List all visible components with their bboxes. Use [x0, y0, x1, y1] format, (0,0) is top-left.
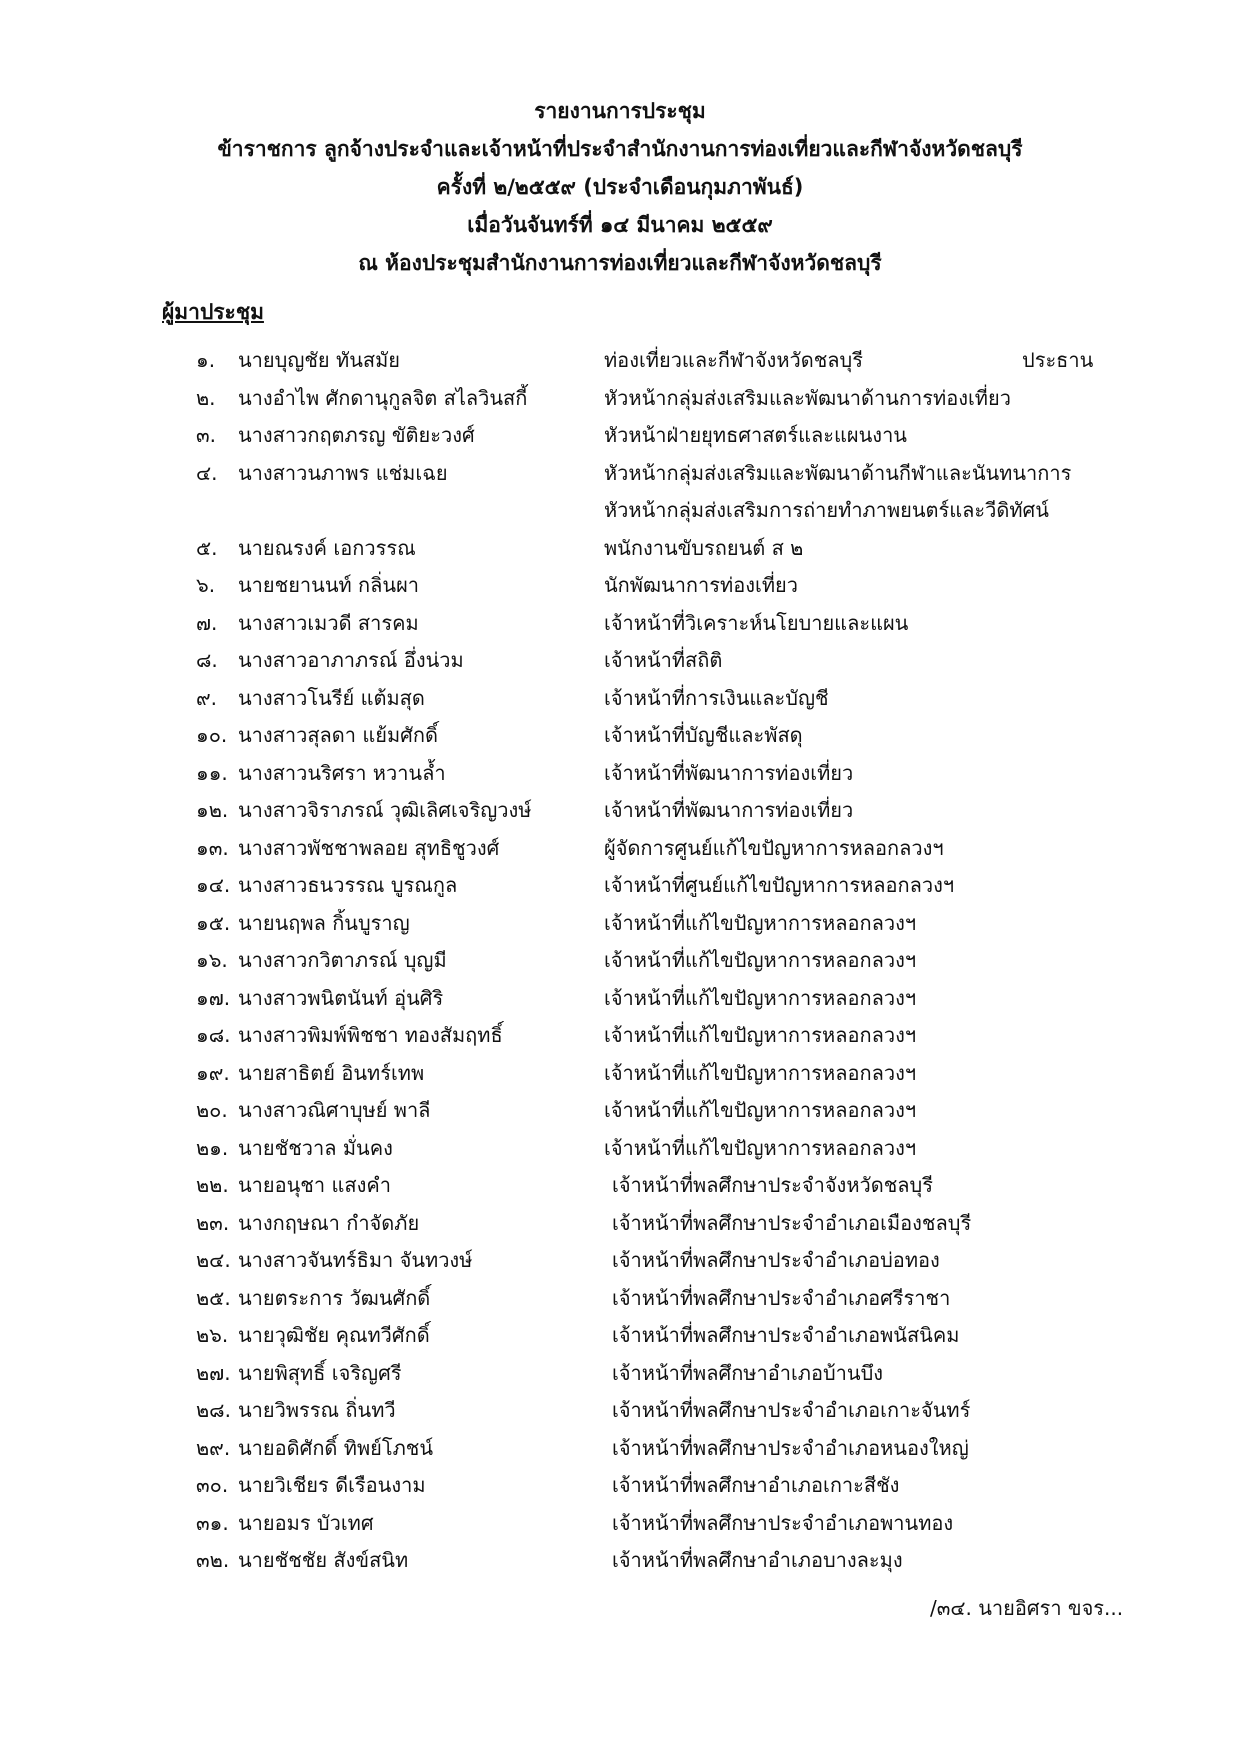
attendee-number: ๒๕.	[196, 1285, 231, 1310]
attendee-row	[0, 942, 1240, 980]
attendee-number: ๖.	[196, 573, 216, 597]
attendee-name: นางสาวอาภาภรณ์ อึ่งน่วม	[238, 648, 464, 672]
attendee-row	[0, 642, 1240, 680]
attendee-name: นางสาวณิศาบุษย์ พาลี	[238, 1098, 431, 1122]
attendee-name: นายณรงค์ เอกวรรณ	[238, 535, 416, 560]
attendee-name: นายตระการ วัฒนศักดิ์	[238, 1285, 431, 1310]
attendee-position: หัวหน้ากลุ่มส่งเสริมและพัฒนาด้านการท่องเที่ยว	[604, 385, 1011, 410]
attendee-number: ๑๗.	[196, 985, 231, 1010]
attendee-row	[0, 1242, 1240, 1280]
attendee-position: เจ้าหน้าที่ศูนย์แก้ไขปัญหาการหลอกลวงฯ	[604, 873, 955, 897]
attendee-number: ๙.	[196, 685, 218, 710]
attendee-position: เจ้าหน้าที่แก้ไขปัญหาการหลอกลวงฯ	[604, 1060, 917, 1085]
attendee-row	[0, 1317, 1240, 1355]
attendee-position: เจ้าหน้าที่พลศึกษาประจำอำเภอศรีราชา	[612, 1285, 951, 1310]
attendee-row	[0, 717, 1240, 755]
attendee-name: นางสาวพิมพ์พิชชา ทองสัมฤทธิ์	[238, 1023, 503, 1047]
attendee-name: นางสาวธนวรรณ บูรณกูล	[238, 873, 458, 897]
attendee-position: เจ้าหน้าที่สถิติ	[604, 648, 723, 672]
attendee-name: นายชัชชัย สังข์สนิท	[238, 1548, 409, 1572]
attendee-row	[0, 1505, 1240, 1543]
attendee-name: นายบุญชัย ทันสมัย	[238, 348, 400, 372]
attendee-name: นางสาวนภาพร แช่มเฉย	[238, 460, 448, 485]
attendee-position: หัวหน้าฝ่ายยุทธศาสตร์และแผนงาน	[604, 423, 907, 447]
attendee-name: นางสาวนริศรา หวานล้ำ	[238, 760, 446, 785]
attendee-row	[0, 1355, 1240, 1393]
report-subtitle: ข้าราชการ ลูกจ้างประจำและเจ้าหน้าที่ประจำสำนักงานการท่องเที่ยวและกีฬาจังหวัดชลบุรี	[217, 137, 1023, 161]
attendee-row	[0, 1092, 1240, 1130]
attendee-position: เจ้าหน้าที่แก้ไขปัญหาการหลอกลวงฯ	[604, 1135, 917, 1160]
meeting-number: ครั้งที่ ๒/๒๕๕๙ (ประจำเดือนกุมภาพันธ์)	[436, 175, 804, 199]
attendee-row	[0, 492, 1240, 530]
attendee-position: ผู้จัดการศูนย์แก้ไขปัญหาการหลอกลวงฯ	[604, 835, 944, 860]
attendee-role: ประธาน	[1022, 348, 1094, 372]
attendee-number: ๓.	[196, 423, 217, 447]
attendee-name: นางสาวกฤตภรญ ขัติยะวงศ์	[238, 423, 475, 447]
attendee-row	[0, 342, 1240, 380]
attendee-position: เจ้าหน้าที่แก้ไขปัญหาการหลอกลวงฯ	[604, 948, 917, 972]
attendee-number: ๒๒.	[196, 1173, 229, 1197]
attendee-position: เจ้าหน้าที่พลศึกษาอำเภอเกาะสีชัง	[612, 1473, 900, 1497]
attendee-position: เจ้าหน้าที่พลศึกษาประจำอำเภอเมืองชลบุรี	[612, 1210, 972, 1235]
attendee-name: นายพิสุทธิ์ เจริญศรี	[238, 1360, 402, 1385]
attendee-number: ๕.	[196, 535, 218, 560]
attendee-position: เจ้าหน้าที่แก้ไขปัญหาการหลอกลวงฯ	[604, 910, 917, 935]
attendee-number: ๔.	[196, 460, 218, 485]
attendee-row	[0, 1542, 1240, 1580]
attendee-number: ๑๘.	[196, 1023, 231, 1047]
meeting-date: เมื่อวันจันทร์ที่ ๑๔ มีนาคม ๒๕๕๙	[467, 213, 773, 237]
attendee-position: หัวหน้ากลุ่มส่งเสริมการถ่ายทำภาพยนตร์และวีดิทัศน์	[604, 498, 1049, 522]
attendee-position: เจ้าหน้าที่บัญชีและพัสดุ	[604, 723, 803, 747]
attendee-name: นายอมร บัวเทศ	[238, 1510, 374, 1535]
attendee-number: ๑๑.	[196, 760, 228, 785]
attendee-position: เจ้าหน้าที่พัฒนาการท่องเที่ยว	[604, 798, 854, 822]
attendee-row	[0, 1467, 1240, 1505]
attendee-name: นายวิเชียร ดีเรือนงาม	[238, 1473, 426, 1497]
attendee-name: นายวุฒิชัย คุณทวีศักดิ์	[238, 1323, 430, 1347]
attendee-row	[0, 1167, 1240, 1205]
attendee-position: นักพัฒนาการท่องเที่ยว	[604, 573, 798, 597]
attendee-number: ๘.	[196, 648, 218, 672]
attendee-number: ๓๐.	[196, 1473, 229, 1497]
attendee-row	[0, 680, 1240, 718]
attendee-row	[0, 1017, 1240, 1055]
attendee-row	[0, 1130, 1240, 1168]
attendee-name: นางสาวจันทร์ธิมา จันทวงษ์	[238, 1248, 473, 1272]
attendee-name: นางสาวจิราภรณ์ วุฒิเลิศเจริญวงษ์	[238, 798, 532, 822]
attendee-position: เจ้าหน้าที่แก้ไขปัญหาการหลอกลวงฯ	[604, 1098, 917, 1122]
attendee-position: เจ้าหน้าที่พลศึกษาประจำอำเภอหนองใหญ่	[612, 1435, 969, 1460]
attendee-number: ๑๕.	[196, 910, 231, 935]
attendee-row	[0, 867, 1240, 905]
attendee-position: เจ้าหน้าที่พลศึกษาประจำอำเภอบ่อทอง	[612, 1248, 940, 1272]
attendee-name: นางกฤษณา กำจัดภัย	[238, 1210, 420, 1235]
attendee-name: นายชยานนท์ กลิ่นผา	[238, 573, 420, 597]
attendee-row	[0, 980, 1240, 1018]
attendee-position: เจ้าหน้าที่พลศึกษาประจำจังหวัดชลบุรี	[612, 1173, 933, 1197]
attendee-position: เจ้าหน้าที่พลศึกษาอำเภอบ้านบึง	[612, 1360, 884, 1385]
attendee-name: นายอดิศักดิ์ ทิพย์โภชน์	[238, 1435, 434, 1460]
attendee-number: ๒๗.	[196, 1360, 231, 1385]
attendee-name: นางสาวพนิตนันท์ อุ่นศิริ	[238, 985, 444, 1010]
attendee-row	[0, 417, 1240, 455]
report-title: รายงานการประชุม	[534, 99, 706, 123]
attendee-number: ๑.	[196, 348, 216, 372]
attendee-number: ๒๙.	[196, 1435, 231, 1460]
attendee-position: เจ้าหน้าที่แก้ไขปัญหาการหลอกลวงฯ	[604, 1023, 917, 1047]
attendee-row	[0, 1205, 1240, 1243]
attendee-name: นายชัชวาล มั่นคง	[238, 1135, 393, 1160]
attendee-name: นางอำไพ ศักดานุกูลจิต สไลวินสกี้	[238, 385, 528, 410]
attendee-number: ๑๖.	[196, 948, 228, 972]
attendee-row	[0, 1280, 1240, 1318]
attendee-list	[0, 342, 1240, 1580]
attendee-number: ๑๐.	[196, 723, 228, 747]
attendee-name: นางสาวพัชชาพลอย สุทธิชูวงศ์	[238, 835, 500, 860]
attendee-number: ๒๖.	[196, 1323, 229, 1347]
attendee-name: นางสาวสุลดา แย้มศักดิ์	[238, 723, 438, 747]
attendee-number: ๒.	[196, 385, 216, 410]
attendee-row	[0, 530, 1240, 568]
attendee-position: เจ้าหน้าที่พัฒนาการท่องเที่ยว	[604, 760, 854, 785]
attendee-position: เจ้าหน้าที่วิเคราะห์นโยบายและแผน	[604, 610, 909, 635]
attendees-heading: ผู้มาประชุม	[162, 300, 264, 324]
attendee-position: เจ้าหน้าที่การเงินและบัญชี	[604, 685, 829, 710]
attendee-number: ๓๑.	[196, 1510, 229, 1535]
attendee-number: ๑๙.	[196, 1060, 230, 1085]
attendee-name: นายวิพรรณ ถิ่นทวี	[238, 1398, 396, 1422]
attendee-row	[0, 605, 1240, 643]
attendee-number: ๒๓.	[196, 1210, 230, 1235]
continuation-note: /๓๔. นายอิศรา ขจร...	[930, 1596, 1124, 1620]
attendee-row	[0, 380, 1240, 418]
attendee-name: นางสาวโนรีย์ แต้มสุด	[238, 685, 425, 710]
attendee-number: ๒๘.	[196, 1398, 231, 1422]
attendee-row	[0, 830, 1240, 868]
attendee-position: หัวหน้ากลุ่มส่งเสริมและพัฒนาด้านกีฬาและนันทนาการ	[604, 460, 1072, 485]
attendee-number: ๑๒.	[196, 798, 229, 822]
meeting-venue: ณ ห้องประชุมสำนักงานการท่องเที่ยวและกีฬาจังหวัดชลบุรี	[358, 251, 882, 275]
attendee-row	[0, 567, 1240, 605]
attendee-position: เจ้าหน้าที่พลศึกษาประจำอำเภอพานทอง	[612, 1510, 954, 1535]
attendee-number: ๑๔.	[196, 873, 231, 897]
attendee-row	[0, 1430, 1240, 1468]
attendee-number: ๒๑.	[196, 1135, 229, 1160]
attendee-name: นางสาวกวิตาภรณ์ บุญมี	[238, 948, 447, 972]
attendee-row	[0, 755, 1240, 793]
attendee-position: พนักงานขับรถยนต์ ส ๒	[604, 535, 804, 560]
attendee-row	[0, 1392, 1240, 1430]
attendee-row	[0, 1055, 1240, 1093]
attendee-number: ๒๐.	[196, 1098, 228, 1122]
attendee-number: ๗.	[196, 610, 218, 635]
attendee-name: นางสาวเมวดี สารคม	[238, 610, 419, 635]
attendee-name: นายสาธิตย์ อินทร์เทพ	[238, 1060, 425, 1085]
attendee-number: ๓๒.	[196, 1548, 230, 1572]
attendee-row	[0, 455, 1240, 493]
attendee-position: เจ้าหน้าที่พลศึกษาอำเภอบางละมุง	[612, 1548, 903, 1572]
attendee-position: เจ้าหน้าที่พลศึกษาประจำอำเภอพนัสนิคม	[612, 1323, 960, 1347]
attendee-number: ๑๓.	[196, 835, 229, 860]
attendee-position: ท่องเที่ยวและกีฬาจังหวัดชลบุรี	[604, 348, 863, 372]
attendee-name: นายอนุชา แสงคำ	[238, 1173, 391, 1197]
attendee-position: เจ้าหน้าที่พลศึกษาประจำอำเภอเกาะจันทร์	[612, 1398, 971, 1422]
attendee-row	[0, 792, 1240, 830]
attendee-row	[0, 905, 1240, 943]
attendee-number: ๒๔.	[196, 1248, 231, 1272]
attendee-name: นายนฤพล กิ้นบูราญ	[238, 910, 410, 935]
attendee-position: เจ้าหน้าที่แก้ไขปัญหาการหลอกลวงฯ	[604, 985, 917, 1010]
report-header	[0, 92, 1240, 282]
